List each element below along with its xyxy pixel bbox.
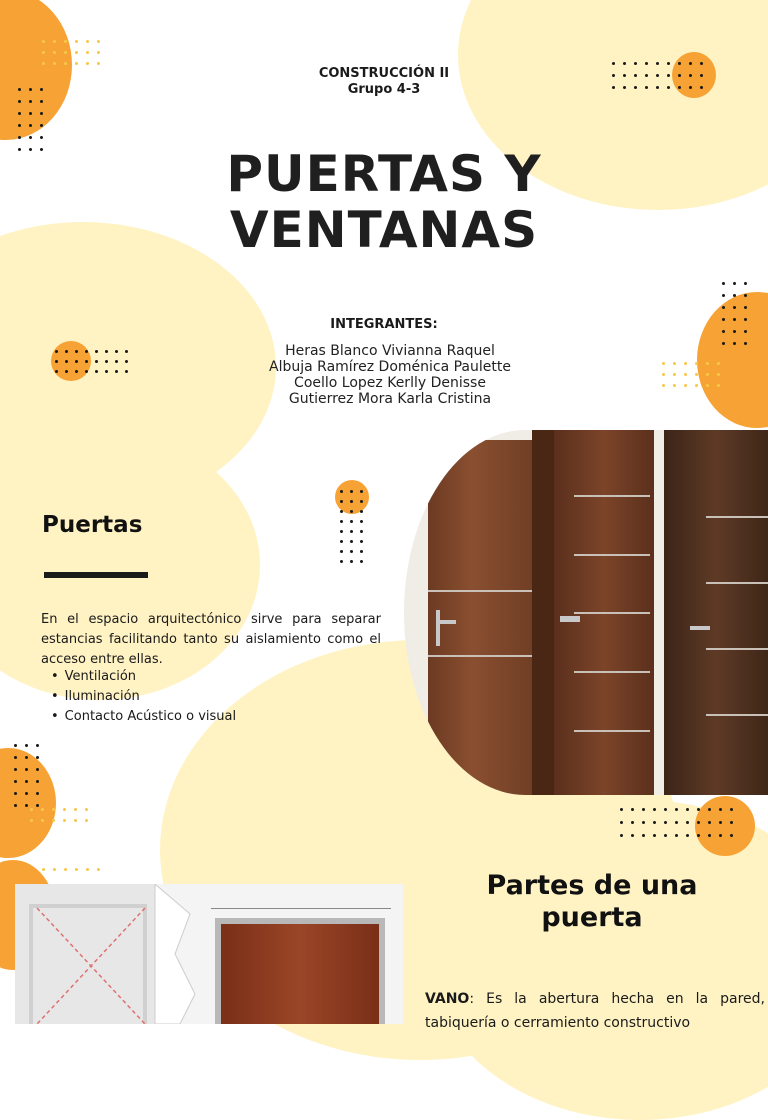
vano-definition bbox=[425, 987, 765, 1035]
group-name: Grupo 4-3 bbox=[347, 82, 421, 97]
vano-text: : Es la abertura hecha en la pared, tabiquería o cerramiento constructivo bbox=[425, 991, 765, 1031]
members-list bbox=[0, 343, 768, 407]
member-name: Heras Blanco Vivianna Raquel bbox=[285, 343, 495, 359]
puertas-heading: Puertas bbox=[42, 512, 143, 538]
members-label: INTEGRANTES: bbox=[330, 317, 438, 332]
wooden-door-image bbox=[554, 430, 654, 795]
member-name: Gutierrez Mora Karla Cristina bbox=[288, 391, 492, 407]
course-header bbox=[0, 66, 768, 98]
list-item: • Iluminación bbox=[51, 687, 236, 707]
page-title bbox=[0, 146, 768, 258]
title-line-1: PUERTAS Y bbox=[226, 145, 542, 203]
course-name: CONSTRUCCIÓN II bbox=[318, 66, 450, 81]
dot-grid bbox=[42, 868, 108, 879]
door-parts-diagram bbox=[15, 884, 403, 1024]
vano-term: VANO bbox=[425, 991, 470, 1007]
dot-grid bbox=[30, 808, 96, 830]
member-name: Albuja Ramírez Doménica Paulette bbox=[269, 359, 511, 375]
measure-line bbox=[211, 908, 391, 909]
list-item: • Contacto Acústico o visual bbox=[51, 707, 236, 727]
member-name: Coello Lopez Kerlly Denisse bbox=[294, 375, 486, 391]
title-line-2: VENTANAS bbox=[229, 201, 539, 259]
dot-grid bbox=[340, 490, 370, 570]
partes-heading: Partes de una puerta bbox=[486, 870, 698, 933]
dot-grid bbox=[14, 744, 47, 816]
door-drawing bbox=[215, 918, 385, 1024]
wooden-door-image bbox=[664, 430, 768, 795]
list-item: • Ventilación bbox=[51, 667, 236, 687]
dot-grid bbox=[620, 808, 741, 847]
puertas-description: En el espacio arquitectónico sirve para separar estancias facilitando tanto su aislamiento como el acceso entre ellas. bbox=[41, 612, 381, 667]
puertas-bullets bbox=[51, 667, 236, 727]
wooden-door-image bbox=[428, 440, 538, 795]
heading-underline bbox=[44, 572, 148, 578]
doors-photo bbox=[404, 430, 768, 795]
